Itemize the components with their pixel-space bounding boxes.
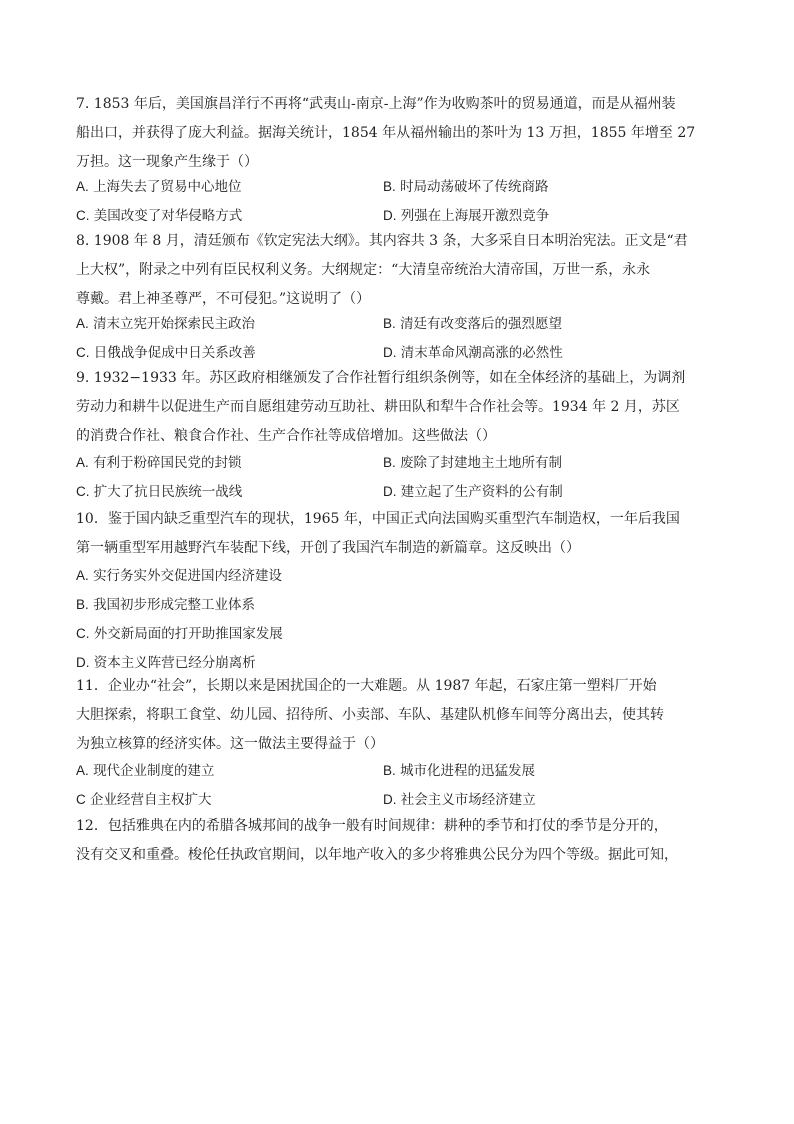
question-7-stem xyxy=(76,90,716,177)
question-line: 12．包括雅典在内的希腊各城邦间的战争一般有时间规律：耕种的季节和打仗的季节是分开的， xyxy=(76,818,668,834)
question-line: 8. 1908 年 8 月，清廷颁布《钦定宪法大纲》。其内容共 3 条，大多采自日本明治宪法。正文是“君 xyxy=(76,233,688,249)
question-line: 9. 1932−1933 年。苏区政府相继颁发了合作社暂行组织条例等，如在全体经济的基础上，为调剂 xyxy=(76,370,686,386)
question-12-stem xyxy=(76,812,716,870)
question-10-option-d: D. 资本主义阵营已经分崩离析 xyxy=(76,655,256,671)
question-8-stem xyxy=(76,227,716,314)
question-line: 11．企业办“社会”，长期以来是困扰国企的一大难题。从 1987 年起，石家庄第一塑料厂开始 xyxy=(76,678,657,694)
question-line: 为独立核算的经济实体。这一做法主要得益于（） xyxy=(76,736,384,752)
question-line: 上大权”，附录之中列有臣民权利义务。大纲规定：“大清皇帝统治大清帝国，万世一系，永永 xyxy=(76,262,651,278)
question-9-option-c: C. 扩大了抗日民族统一战线 xyxy=(76,484,243,500)
question-9-option-d: D. 建立起了生产资料的公有制 xyxy=(383,484,563,500)
question-11-option-b: B. 城市化进程的迅猛发展 xyxy=(383,763,536,779)
question-8-option-b: B. 清廷有改变落后的强烈愿望 xyxy=(383,316,563,332)
question-8-option-c: C. 日俄战争促成中日关系改善 xyxy=(76,345,256,361)
question-line: 的消费合作社、粮食合作社、生产合作社等成倍增加。这些做法（） xyxy=(76,428,496,444)
question-line: 大胆探索，将职工食堂、幼儿园、招待所、小卖部、车队、基建队机修车间等分离出去，使其转 xyxy=(76,707,664,723)
question-line: 没有交叉和重叠。梭伦任执政官期间，以年地产收入的多少将雅典公民分为四个等级。据此可知， xyxy=(76,847,678,863)
question-9-option-a: A. 有利于粉碎国民党的封锁 xyxy=(76,455,242,471)
question-line: 尊戴。君上神圣尊严，不可侵犯。”这说明了（） xyxy=(76,291,371,307)
question-9-stem xyxy=(76,364,716,451)
question-11-option-d: D. 社会主义市场经济建立 xyxy=(383,792,536,808)
question-line: 10．鉴于国内缺乏重型汽车的现状，1965 年，中国正式向法国购买重型汽车制造权，一年后我国 xyxy=(76,511,680,527)
question-10-option-a: A. 实行务实外交促进国内经济建设 xyxy=(76,568,283,584)
question-11-option-a: A. 现代企业制度的建立 xyxy=(76,763,215,779)
question-10-option-c: C. 外交新局面的打开助推国家发展 xyxy=(76,626,283,642)
question-10-stem xyxy=(76,505,716,563)
question-7-option-a: A. 上海失去了贸易中心地位 xyxy=(76,179,242,195)
question-11-stem xyxy=(76,672,716,759)
question-9-option-b: B. 废除了封建地主土地所有制 xyxy=(383,455,563,471)
question-7-option-c: C. 美国改变了对华侵略方式 xyxy=(76,208,243,224)
question-11-option-c: C 企业经营自主权扩大 xyxy=(76,792,212,808)
question-line: 万担。这一现象产生缘于（） xyxy=(76,154,258,170)
question-line: 第一辆重型军用越野汽车装配下线，开创了我国汽车制造的新篇章。这反映出（） xyxy=(76,540,580,556)
question-7-option-d: D. 列强在上海展开激烈竞争 xyxy=(383,208,550,224)
question-line: 劳动力和耕牛以促进生产而自愿组建劳动互助社、耕田队和犁牛合作社会等。1934 年 2 月，苏区 xyxy=(76,399,680,415)
question-line: 船出口，并获得了庞大利益。据海关统计，1854 年从福州输出的茶叶为 13 万担，1855 年增至 27 xyxy=(76,125,696,141)
question-line: 7. 1853 年后，美国旗昌洋行不再将“武夷山-南京-上海”作为收购茶叶的贸易通道，而是从福州装 xyxy=(76,96,676,112)
question-8-option-a: A. 清末立宪开始探索民主政治 xyxy=(76,316,256,332)
question-10-option-b: B. 我国初步形成完整工业体系 xyxy=(76,597,256,613)
question-8-option-d: D. 清末革命风潮高涨的必然性 xyxy=(383,345,563,361)
question-7-option-b: B. 时局动荡破坏了传统商路 xyxy=(383,179,549,195)
